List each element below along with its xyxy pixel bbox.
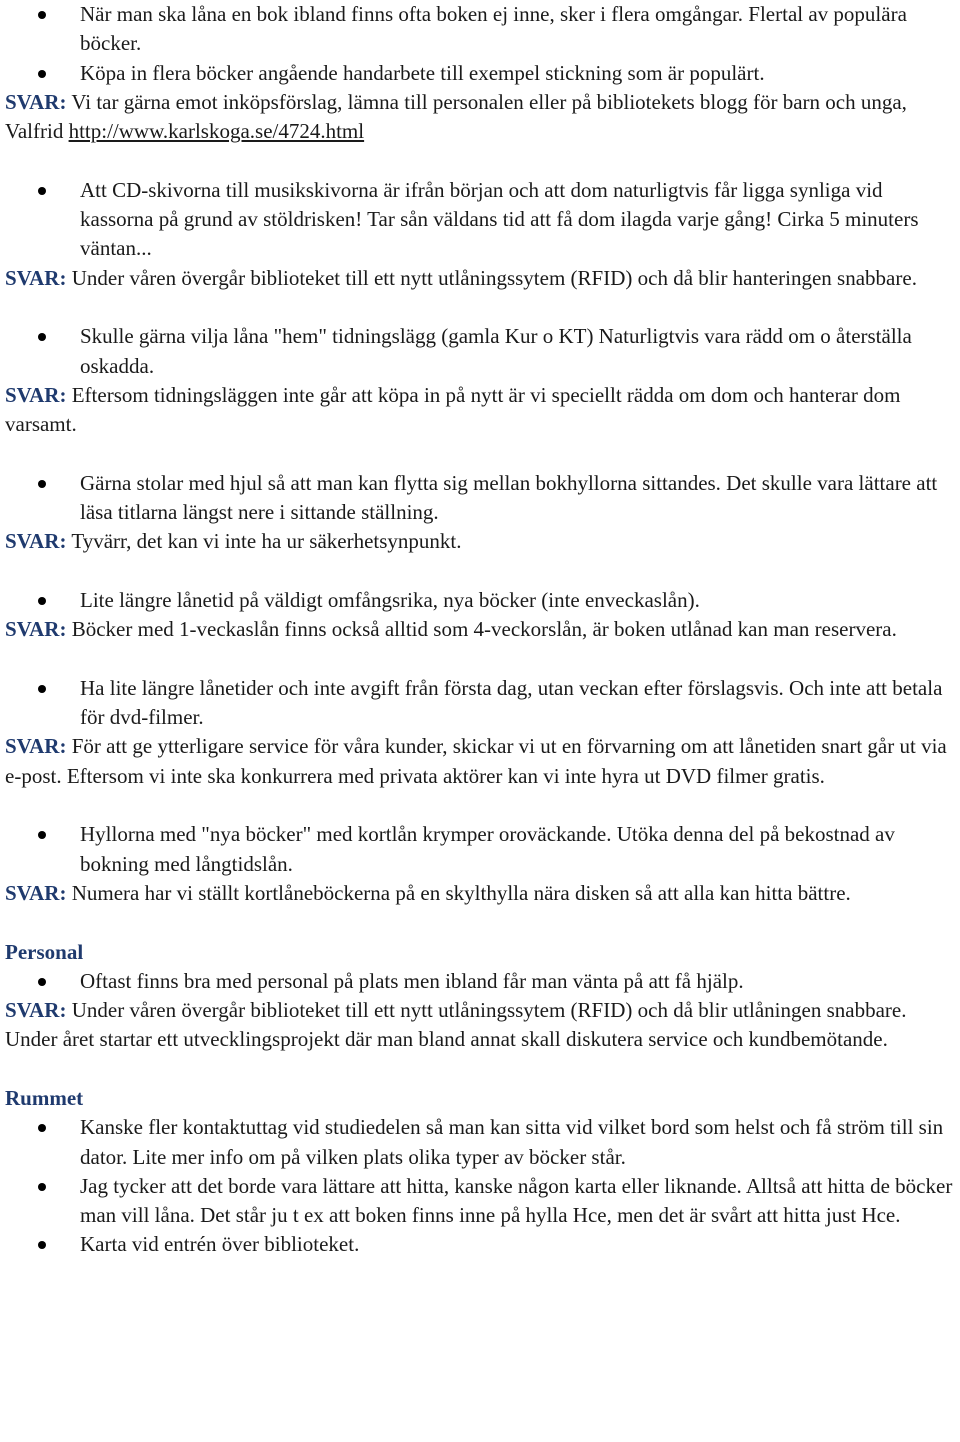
svar-label: SVAR: bbox=[5, 998, 67, 1023]
answer-text: Numera har vi ställt kortlåneböckerna på en skylthylla nära disken så att alla kan hitta bättre. bbox=[66, 880, 851, 905]
svar-label: SVAR: bbox=[5, 265, 67, 290]
svar-label: SVAR: bbox=[5, 880, 67, 905]
answer-paragraph bbox=[5, 615, 955, 644]
bullet-item: Att CD-skivorna till musikskivorna är ifrån början och att dom naturligtvis får ligga synliga vid kassorna på grund av stöldrisken! Tar sån väldans tid att få dom ilagda varje gång! Cirka 5 minuters väntan... bbox=[5, 176, 955, 264]
answer-paragraph bbox=[5, 732, 955, 791]
svar-label: SVAR: bbox=[5, 617, 67, 642]
bullet-item: Skulle gärna vilja låna "hem" tidningslägg (gamla Kur o KT) Naturligtvis vara rädd om o återställa oskadda. bbox=[5, 322, 955, 381]
bullet-item: Jag tycker att det borde vara lättare att hitta, kanske någon karta eller liknande. Alltså att hitta de böcker man vill låna. Det står ju t ex att boken finns inne på hylla Hce, men det är svårt att hitta just Hce. bbox=[5, 1172, 955, 1231]
answer-text: Böcker med 1-veckaslån finns också alltid som 4-veckorslån, är boken utlånad kan man reservera. bbox=[66, 617, 897, 642]
bullet-item: Oftast finns bra med personal på plats men ibland får man vänta på att få hjälp. bbox=[5, 967, 955, 996]
bullet-item: Karta vid entrén över biblioteket. bbox=[5, 1230, 955, 1259]
answer-paragraph bbox=[5, 88, 955, 147]
svar-label: SVAR: bbox=[5, 734, 67, 759]
section-heading-rummet: Rummet bbox=[5, 1085, 84, 1110]
bullet-item: Köpa in flera böcker angående handarbete till exempel stickning som är populärt. bbox=[5, 59, 955, 88]
bullet-item: Kanske fler kontaktuttag vid studiedelen så man kan sitta vid vilket bord som helst och få ström till sin dator. Lite mer info om på vilken plats olika typer av böcker står. bbox=[5, 1113, 955, 1172]
answer-paragraph bbox=[5, 264, 955, 293]
answer-paragraph bbox=[5, 381, 955, 440]
answer-paragraph bbox=[5, 527, 955, 556]
answer-text: Under våren övergår biblioteket till ett nytt utlåningssytem (RFID) och då blir hanteringen snabbare. bbox=[66, 265, 917, 290]
bullet-item: Gärna stolar med hjul så att man kan flytta sig mellan bokhyllorna sittandes. Det skulle vara lättare att läsa titlarna längst nere i sittande ställning. bbox=[5, 469, 955, 528]
bullet-item: När man ska låna en bok ibland finns ofta boken ej inne, sker i flera omgångar. Flertal av populära böcker. bbox=[5, 0, 955, 59]
answer-text: Under våren övergår biblioteket till ett nytt utlåningssytem (RFID) och då blir utlåningen snabbare. Under året startar ett utvecklingsprojekt där man bland annat skall diskutera service och kundbemötande. bbox=[5, 998, 907, 1052]
answer-text: Eftersom tidningsläggen inte går att köpa in på nytt är vi speciellt rädda om dom och hanterar dom varsamt. bbox=[5, 382, 901, 437]
svar-label: SVAR: bbox=[5, 529, 67, 554]
bullet-item: Ha lite längre lånetider och inte avgift från första dag, utan veckan efter förslagsvis. Och inte att betala för dvd-filmer. bbox=[5, 674, 955, 733]
bullet-item: Hyllorna med "nya böcker" med kortlån krymper oroväckande. Utöka denna del på bekostnad av bokning med långtidslån. bbox=[5, 820, 955, 879]
svar-label: SVAR: bbox=[5, 89, 67, 114]
section-heading-personal: Personal bbox=[5, 939, 84, 964]
valfrid-blog-link[interactable]: http://www.karlskoga.se/4724.html bbox=[68, 119, 365, 144]
answer-text: Tyvärr, det kan vi inte ha ur säkerhetsynpunkt. bbox=[66, 529, 462, 554]
answer-paragraph bbox=[5, 879, 955, 908]
answer-text: Vi tar gärna emot inköpsförslag, lämna till personalen eller på bibliotekets blogg för barn och unga, Valfrid bbox=[5, 89, 907, 144]
bullet-item: Lite längre lånetid på väldigt omfångsrika, nya böcker (inte enveckaslån). bbox=[5, 586, 955, 615]
answer-text: För att ge ytterligare service för våra kunder, skickar vi ut en förvarning om att lånetiden snart går ut via e-post. Eftersom vi inte ska konkurrera med privata aktörer kan vi inte hyra ut DVD filmer gratis. bbox=[5, 734, 947, 788]
svar-label: SVAR: bbox=[5, 382, 67, 407]
answer-paragraph bbox=[5, 996, 955, 1055]
